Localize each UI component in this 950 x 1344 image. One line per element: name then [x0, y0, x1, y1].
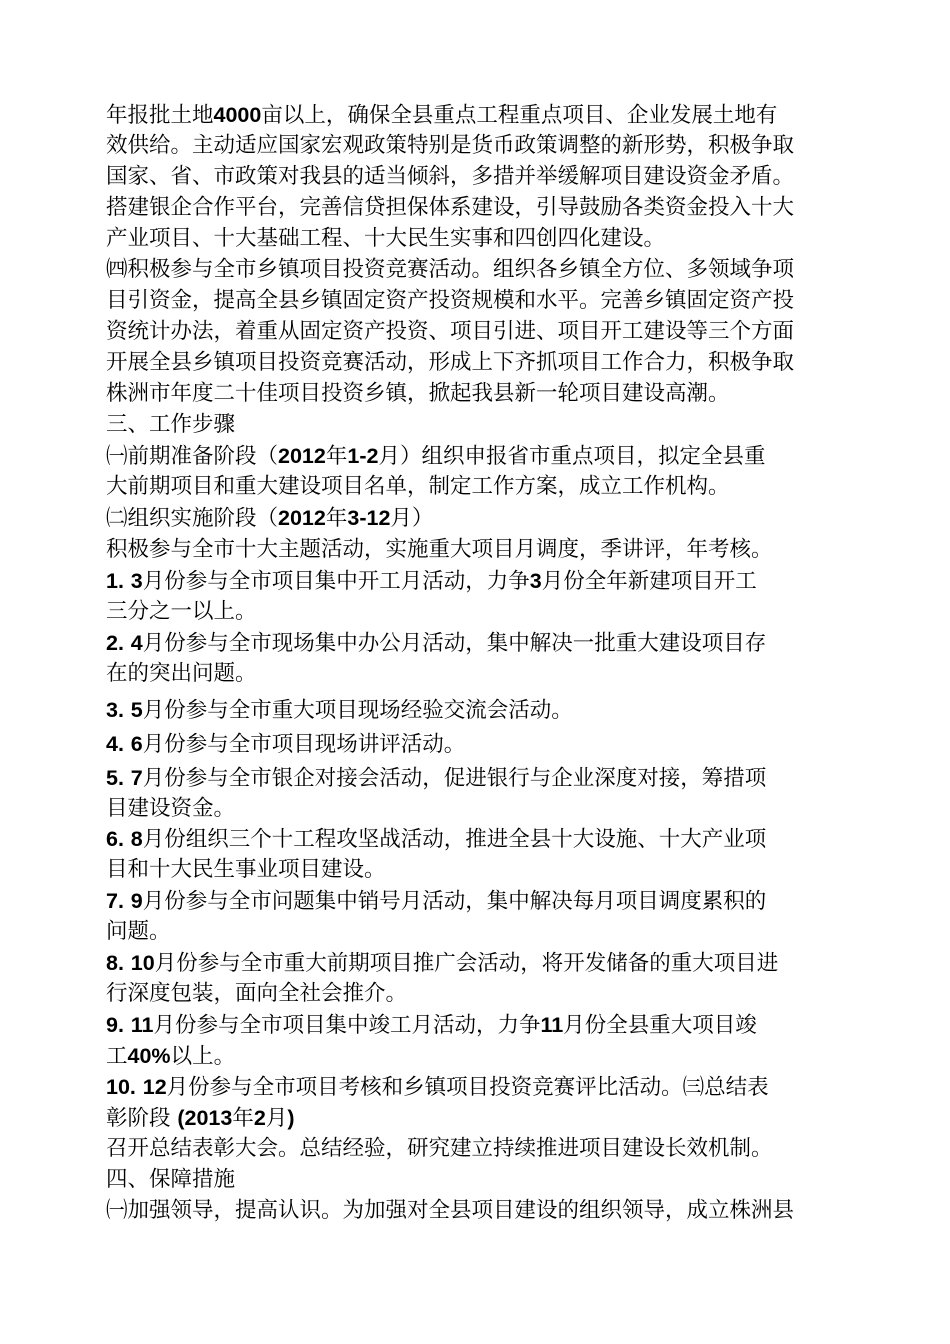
text-line: 开展全县乡镇项目投资竞赛活动，形成上下齐抓项目工作合力，积极争取	[106, 350, 795, 375]
text-line: ㈠前期准备阶段（2012年1-2月）组织申报省市重点项目，拟定全县重	[106, 444, 766, 469]
text-line: 年报批土地4000亩以上，确保全县重点工程重点项目、企业发展土地有	[106, 103, 778, 128]
text-line: 株洲市年度二十佳项目投资乡镇，掀起我县新一轮项目建设高潮。	[106, 381, 730, 406]
text-line: 行深度包装，面向全社会推介。	[106, 981, 408, 1006]
list-item: 2. 4月份参与全市现场集中办公月活动，集中解决一批重大建设项目存	[106, 631, 767, 656]
list-item: 9. 11月份参与全市项目集中竣工月活动，力争11月份全县重大项目竣	[106, 1013, 757, 1038]
list-item: 10. 12月份参与全市项目考核和乡镇项目投资竞赛评比活动。㈢总结表	[106, 1075, 769, 1100]
text-line: 产业项目、十大基础工程、十大民生实事和四创四化建设。	[106, 226, 666, 251]
text-line: 彰阶段 (2013年2月)	[106, 1106, 295, 1131]
text-line: 效供给。主动适应国家宏观政策特别是货币政策调整的新形势，积极争取	[106, 133, 795, 158]
list-item: 5. 7月份参与全市银企对接会活动，促进银行与企业深度对接，筹措项	[106, 766, 767, 791]
text-line: 三分之一以上。	[106, 599, 257, 624]
text-line: 资统计办法，着重从固定资产投资、项目引进、项目开工建设等三个方面	[106, 319, 795, 344]
text-line: 工40%以上。	[106, 1044, 236, 1069]
list-item: 1. 3月份参与全市项目集中开工月活动，力争3月份全年新建项目开工	[106, 569, 757, 594]
text-line: 召开总结表彰大会。总结经验，研究建立持续推进项目建设长效机制。	[106, 1136, 773, 1161]
list-item: 7. 9月份参与全市问题集中销号月活动，集中解决每月项目调度累积的	[106, 889, 767, 914]
list-item: 4. 6月份参与全市项目现场讲评活动。	[106, 732, 466, 757]
text-line: 大前期项目和重大建设项目名单，制定工作方案，成立工作机构。	[106, 474, 730, 499]
list-item: 8. 10月份参与全市重大前期项目推广会活动，将开发储备的重大项目进	[106, 951, 779, 976]
text-line: 目建设资金。	[106, 796, 236, 821]
text-line: 国家、省、市政策对我县的适当倾斜，多措并举缓解项目建设资金矛盾。	[106, 164, 795, 189]
text-line: 搭建银企合作平台，完善信贷担保体系建设，引导鼓励各类资金投入十大	[106, 195, 795, 220]
section-heading: 四、保障措施	[106, 1167, 236, 1192]
list-item: 3. 5月份参与全市重大项目现场经验交流会活动。	[106, 698, 573, 723]
text-line: ㈣积极参与全市乡镇项目投资竞赛活动。组织各乡镇全方位、多领域争项	[106, 257, 795, 282]
text-line: 目引资金，提高全县乡镇固定资产投资规模和水平。完善乡镇固定资产投	[106, 288, 795, 313]
text-line: 目和十大民生事业项目建设。	[106, 857, 386, 882]
text-line: ㈡组织实施阶段（2012年3-12月）	[106, 506, 434, 531]
text-line: 在的突出问题。	[106, 661, 257, 686]
list-item: 6. 8月份组织三个十工程攻坚战活动，推进全县十大设施、十大产业项	[106, 827, 767, 852]
section-heading: 三、工作步骤	[106, 412, 236, 437]
text-line: ㈠加强领导，提高认识。为加强对全县项目建设的组织领导，成立株洲县	[106, 1198, 795, 1223]
text-line: 积极参与全市十大主题活动，实施重大项目月调度，季讲评，年考核。	[106, 537, 773, 562]
text-line: 问题。	[106, 919, 171, 944]
